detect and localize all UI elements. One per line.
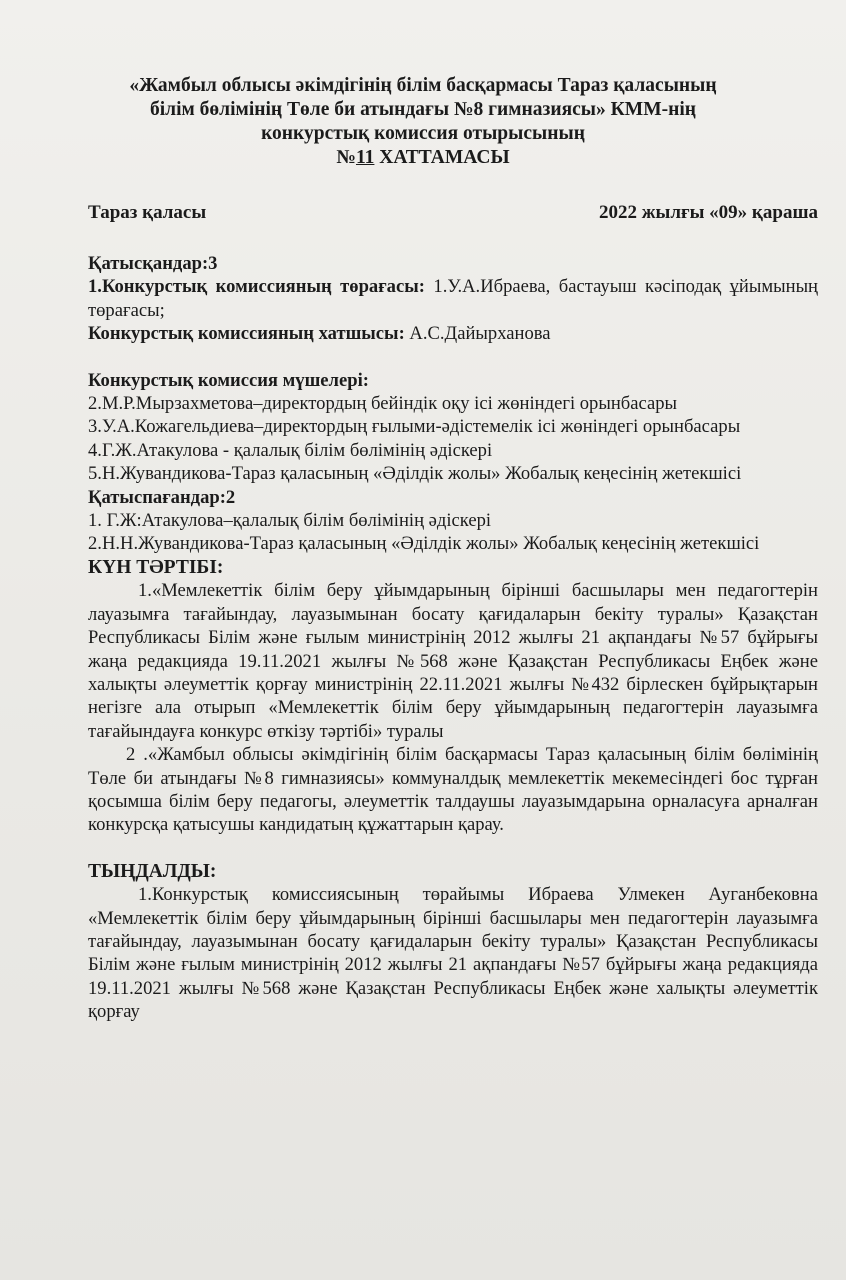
heard-title: ТЫҢДАЛДЫ: — [88, 860, 217, 882]
absent-item: 1. Г.Ж:Атакулова–қалалық білім бөлімінің әдіскері — [88, 510, 492, 532]
secretary-value: А.С.Дайырханова — [404, 323, 551, 345]
absent-title: Қатыспағандар:2 — [88, 486, 236, 508]
spacer — [88, 837, 818, 860]
document-body — [88, 252, 818, 1024]
member-item: 3.У.А.Кожагельдиева–директордың ғылыми-әдістемелік ісі жөніндегі орынбасары — [88, 416, 741, 438]
protocol-prefix: № — [336, 147, 356, 168]
heard-item-1: 1.Конкурстық комиссиясының төрайымы Ибраева Улмекен Ауганбековна «Мемлекеттік білім беру ұйымдарының бірінші басшылары мен педагогтерін лауазымға тағайындау, лауазымынан босату қағидаларын бекіту туралы» Қазақстан Республикасы Білім және ғылым министрінің 2012 жылғы 21 ақпандағы №57 бұйрығы жаңа редакцияда 19.11.2021 жылғы №568 және Қазақстан Республикасы Еңбек және халықты әлеуметтік қорғау — [88, 884, 818, 1023]
attendees-title: Қатысқандар:3 — [88, 253, 218, 274]
document-header — [0, 74, 846, 170]
member-item: 2.М.Р.Мырзахметова–директордың бейіндік оқу ісі жөніндегі орынбасары — [88, 393, 678, 415]
header-line-3: конкурстық комиссия отырысының — [261, 123, 585, 144]
date: 2022 жылғы «09» қараша — [598, 202, 818, 223]
protocol-title — [0, 146, 846, 170]
protocol-word: ХАТТАМАСЫ — [374, 147, 510, 168]
member-item: 4.Г.Ж.Атакулова - қалалық білім бөлімінің әдіскері — [88, 439, 493, 461]
secretary-label: Конкурстық комиссияның хатшысы: — [88, 323, 405, 345]
agenda-title: КҮН ТӘРТІБІ: — [88, 556, 224, 578]
chair-value: 1.У.А.Ибраева, бастауыш кәсіподақ ұйымының төрағасы; — [88, 276, 819, 321]
chair-label: 1.Конкурстық комиссияның төрағасы: — [88, 276, 425, 298]
secretary-line — [88, 322, 818, 345]
place-date-row — [88, 202, 818, 224]
header-line-2: білім бөлімінің Төле би атындағы №8 гимназиясы» КММ-нің — [150, 99, 696, 120]
member-item: 5.Н.Жувандикова-Тараз қаласының «Әділдік жолы» Жобалық кеңесінің жетекшісі — [88, 463, 742, 485]
header-line-1: «Жамбыл облысы әкімдігінің білім басқармасы Тараз қаласының — [129, 75, 717, 96]
agenda-item-1: 1.«Мемлекеттік білім беру ұйымдарының бірінші басшылары мен педагогтерін лауазымға тағайындау, лауазымынан босату қағидаларын бекіту туралы» Қазақстан Республикасы Білім және ғылым министрінің 2012 жылғы 21 ақпандағы №57 бұйрығы жаңа редакцияда 19.11.2021 жылғы №568 және Қазақстан Республикасы Еңбек және халықты әлеуметтік қорғау министрінің 22.11.2021 жылғы №432 бірлескен бұйрықтарын негізге ала отырып «Мемлекеттік білім беру ұйымдарының педагогтерін лауазымға тағайындауға конкурс өткізу тәртібі» туралы — [88, 580, 818, 742]
protocol-number: 11 — [355, 147, 375, 168]
absent-item: 2.Н.Н.Жувандикова-Тараз қаласының «Әділдік жолы» Жобалық кеңесінің жетекшісі — [88, 533, 760, 555]
chair-line — [88, 275, 818, 322]
spacer — [88, 346, 818, 369]
city: Тараз қаласы — [88, 202, 207, 223]
agenda-item-2: 2 .«Жамбыл облысы әкімдігінің білім басқармасы Тараз қаласының білім бөлімінің Төле би атындағы №8 гимназиясы» коммуналдық мемлекеттік мекемесіндегі бос тұрған қосымша білім беру педагогы, әлеуметтік талдаушы лауазымдарына орналасуға арналған конкурсқа қатысушы кандидатың құжаттарын қарау. — [88, 744, 818, 836]
members-title: Конкурстық комиссия мүшелері: — [88, 369, 369, 391]
